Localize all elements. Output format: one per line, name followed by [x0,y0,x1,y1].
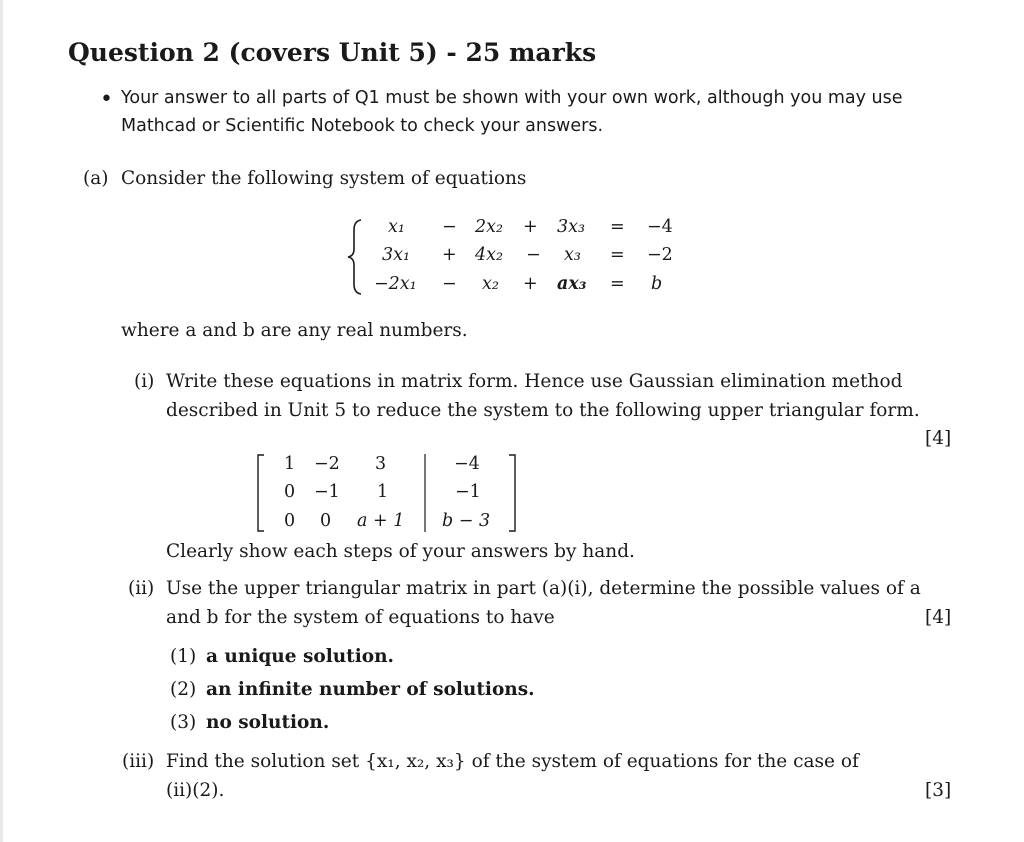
sys-r3-t3: ax₃ [557,274,587,294]
option-2-number: (2) [170,679,197,700]
sys-r3-op2: + [523,274,538,294]
part-ii-marks: [4] [925,607,952,628]
part-iii-line-1: Find the solution set {x₁, x₂, x₃} of the system of equations for the case of [166,751,859,772]
matrix-r1-c4: −4 [454,454,480,474]
sys-r2-op1: + [442,245,457,265]
instruction-line-1: Your answer to all parts of Q1 must be shown with your own work, although you may use [121,88,903,108]
option-3-text: no solution. [206,712,330,733]
page-left-border [0,0,3,842]
sys-r1-op1: − [442,217,457,237]
instruction-line-2: Mathcad or Scientific Notebook to check your answers. [121,116,604,136]
left-brace-icon [345,218,365,296]
option-2-text: an infinite number of solutions. [206,679,535,700]
sys-r2-t2: 4x₂ [475,245,504,265]
matrix-r1-c2: −2 [314,454,340,474]
matrix-r2-c4: −1 [455,482,481,502]
sys-r1-eq: = [610,217,625,237]
part-i-note: Clearly show each steps of your answers by hand. [166,541,635,562]
sys-r2-op2: − [526,245,541,265]
sys-r2-t1: 3x₁ [382,245,411,265]
augment-divider [424,454,426,532]
sys-r3-t2: x₂ [482,274,499,294]
part-i-marks: [4] [925,428,952,449]
sys-r3-rhs: b [651,274,663,294]
part-ii-line-2: and b for the system of equations to have [166,607,555,628]
matrix-r3-c4: b − 3 [442,511,491,531]
sys-r3-eq: = [610,274,625,294]
option-3-number: (3) [170,712,197,733]
matrix-r3-c3: a + 1 [357,511,405,531]
part-iii-label: (iii) [122,751,155,772]
sys-r1-op2: + [523,217,538,237]
part-i-line-1: Write these equations in matrix form. Hence use Gaussian elimination method [166,371,903,392]
matrix-r2-c2: −1 [314,482,340,502]
part-a-intro: Consider the following system of equations [121,168,527,189]
part-i-label: (i) [134,371,155,392]
matrix-r3-c2: 0 [320,511,332,531]
sys-r1-t1: x₁ [388,217,405,237]
part-a-where: where a and b are any real numbers. [121,320,468,341]
matrix-r3-c1: 0 [284,511,296,531]
part-iii-marks: [3] [925,780,952,801]
option-1-text: a unique solution. [206,646,394,667]
sys-r2-eq: = [610,245,625,265]
sys-r3-t1: −2x₁ [374,274,417,294]
part-i-line-2: described in Unit 5 to reduce the system to the following upper triangular form. [166,400,920,421]
right-bracket-icon [507,454,517,532]
matrix-r1-c1: 1 [284,454,296,474]
part-iii-line-2: (ii)(2). [166,780,225,801]
sys-r1-t3: 3x₃ [557,217,586,237]
matrix-r2-c1: 0 [284,482,296,502]
part-ii-label: (ii) [128,578,155,599]
question-title: Question 2 (covers Unit 5) - 25 marks [68,38,597,67]
sys-r3-op1: − [442,274,457,294]
sys-r1-t2: 2x₂ [475,217,504,237]
part-ii-line-1: Use the upper triangular matrix in part (a)(i), determine the possible values of a [166,578,921,599]
matrix-r1-c3: 3 [375,454,387,474]
bullet-dot: • [100,87,113,112]
sys-r2-t3: x₃ [564,245,581,265]
sys-r2-rhs: −2 [647,245,673,265]
part-a-label: (a) [83,168,109,189]
option-1-number: (1) [170,646,197,667]
sys-r1-rhs: −4 [647,217,673,237]
matrix-r2-c3: 1 [377,482,389,502]
left-bracket-icon [256,454,266,532]
